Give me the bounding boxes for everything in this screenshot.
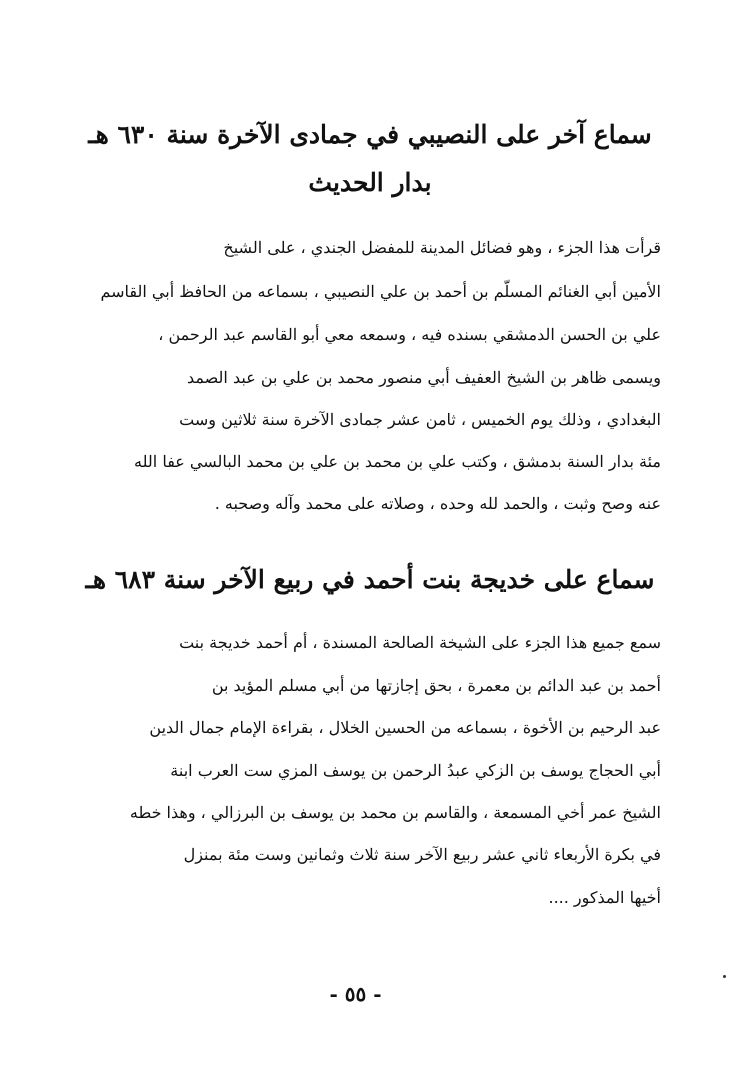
section2-paragraph-line: عبد الرحيم بن الأخوة ، بسماعه من الحسين الخلال ، بقراءة الإمام جمال الدين [149, 718, 661, 737]
section2-heading: سماع على خديجة بنت أحمد في ربيع الآخر سنة ٦٨٣ هـ [85, 565, 655, 594]
section1-paragraph-line: عنه وصح وثبت ، والحمد لله وحده ، وصلاته على محمد وآله وصحبه . [214, 494, 661, 513]
section2-paragraph-line: في بكرة الأربعاء ثاني عشر ربيع الآخر سنة ثلاث وثمانين وست مئة بمنزل [183, 845, 661, 864]
section1-heading-continued: بدار الحديث [308, 168, 432, 197]
page-number: - ٥٥ - [329, 982, 382, 1006]
section2-paragraph-line: أخيها المذكور .... [548, 888, 661, 907]
section1-paragraph-line: ويسمى ظاهر بن الشيخ العفيف أبي منصور محمد بن علي بن عبد الصمد [187, 368, 661, 387]
section1-paragraph-line: مئة بدار السنة بدمشق ، وكتب علي بن محمد بن علي بن محمد البالسي عفا الله [134, 452, 661, 471]
section1-paragraph-line: البغدادي ، وذلك يوم الخميس ، ثامن عشر جمادى الآخرة سنة ثلاثين وست [179, 410, 661, 429]
section1-paragraph-line: الأمين أبي الغنائم المسلّم بن أحمد بن علي النصيبي ، بسماعه من الحافظ أبي القاسم [100, 282, 661, 301]
section1-paragraph-line: قرأت هذا الجزء ، وهو فضائل المدينة للمفضل الجندي ، على الشيخ [223, 238, 661, 257]
section1-heading: سماع آخر على النصيبي في جمادى الآخرة سنة ٦٣٠ هـ [88, 120, 652, 149]
margin-mark [723, 975, 726, 978]
section2-paragraph-line: أبي الحجاج يوسف بن الزكي عبدُ الرحمن بن يوسف المزي ست العرب ابنة [170, 761, 661, 780]
section1-paragraph-line: علي بن الحسن الدمشقي بسنده فيه ، وسمعه معي أبو القاسم عبد الرحمن ، [158, 325, 661, 344]
section2-paragraph-line: الشيخ عمر أخي المسمعة ، والقاسم بن محمد بن يوسف بن البرزالي ، وهذا خطه [129, 803, 661, 822]
section2-paragraph-line: أحمد بن عبد الدائم بن معمرة ، بحق إجازتها من أبي مسلم المؤيد بن [211, 676, 661, 695]
section2-paragraph-line: سمع جميع هذا الجزء على الشيخة الصالحة المسندة ، أم أحمد خديجة بنت [179, 633, 661, 652]
